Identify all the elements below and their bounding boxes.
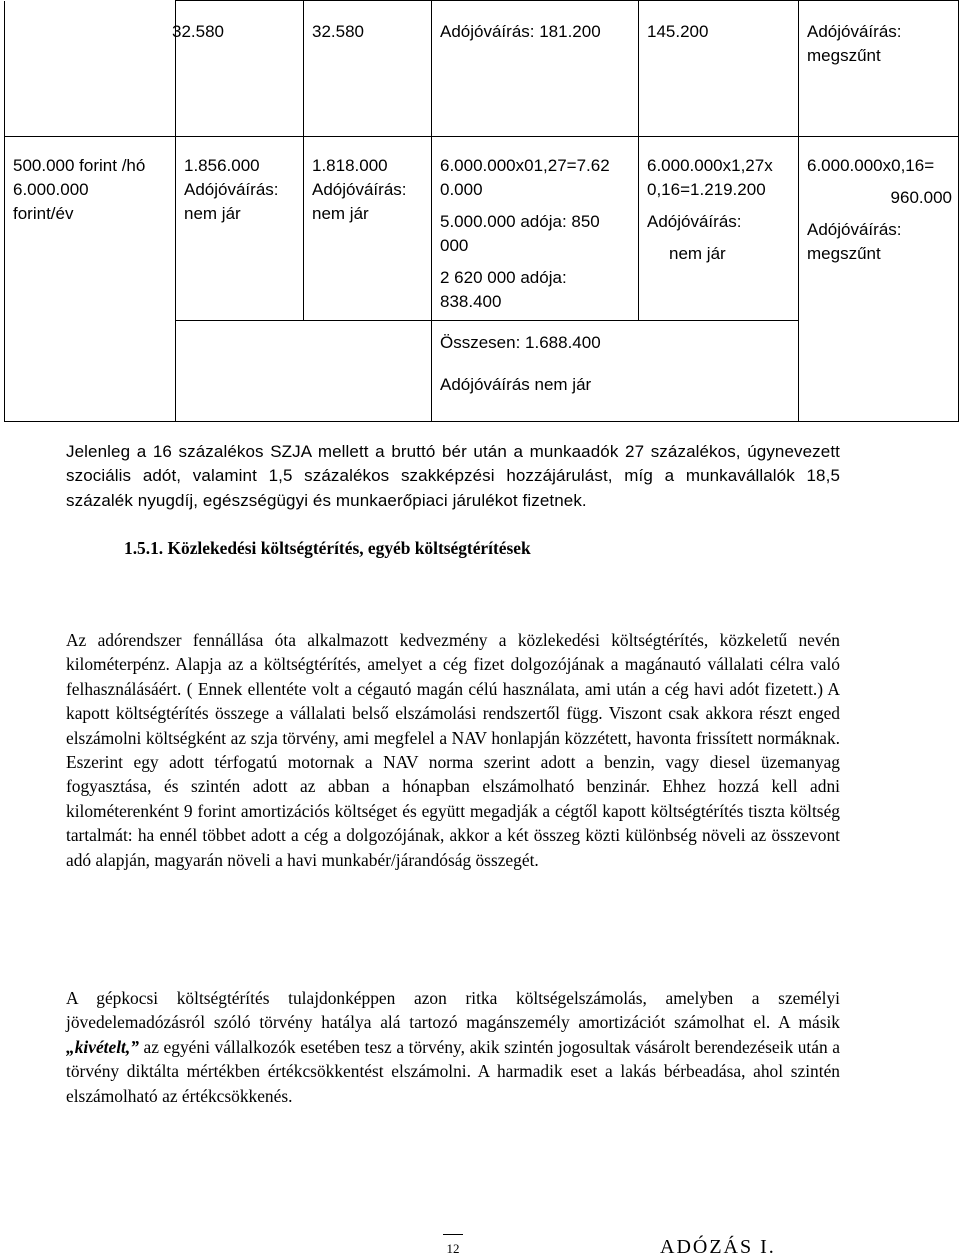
footer-title: ADÓZÁS I. — [660, 1236, 776, 1258]
cell-value: Adójóváírás: 181.200 — [440, 22, 601, 41]
emphasis-text: „kivételt,” — [66, 1036, 139, 1057]
page-number: 12 — [443, 1234, 463, 1257]
cell-line: Adójóváírás: — [807, 220, 902, 239]
cell-line: Adójóváírás: — [184, 180, 279, 199]
cell-line: 0,16=1.219.200 — [647, 180, 766, 199]
paragraph-kozlekedesi: Az adórendszer fennállása óta alkalmazott kedvezmény a közlekedési költségtérítés, közkeletű nevén kilométerpénz. Alapja az a költségtérítés, amelyet a cég fizet dolgozójának a magánautó vállalati célra való felhasználásáért. ( Ennek ellentéte volt a cégautó magán célú használata, ami után a cég havi adót fizetett.) A kapott költségtérítés összege a vállalati belső elszámolási rendszertől függ. Viszont csak akkora részt enged elszámolni költségként az szja törvény, ami megfelel a NAV honlapján közzétett, havonta frissített normáknak. Eszerint egy adott térfogatú motornak a NAV norma szerint adott a benzin, vagy diesel üzemanyag fogyasztása, és szintén adott az abban a hónapban elszámolható benzinár. Ehhez hozzá kell adni kilométerenként 9 forint amortizációs költséget és együtt megadják a cégtől kapott költségtérítés tiszta költség tartalmát: ha ennél többet adott a cég a dolgozójának, akkor a két összeg közti különbség növeli az összevont adó alapján, magyarán növeli a havi munkabér/járandóság összegét. — [66, 630, 840, 870]
cell-value: 32.580 — [172, 22, 224, 41]
table-cell-empty — [5, 1, 176, 137]
table-cell — [799, 1, 959, 137]
cell-line: 960.000 — [890, 188, 952, 207]
cell-line: 6.000.000x01,27=7.62 — [440, 156, 610, 175]
paragraph-text: az egyéni vállalkozók esetében tesz a törvény, akik szintén jogosultak vásárolt berendezéseik után a törvény diktálta mértékben értékcsökkentést elszámolni. A harmadik eset a lakás bérbeadása, ahol szintén elszámolható az értékcsökkenés. — [66, 1036, 840, 1106]
table-cell — [176, 137, 304, 321]
cell-line: 0.000 — [440, 180, 483, 199]
paragraph-gepkocsi — [66, 986, 840, 1108]
cell-line: nem jár — [312, 204, 369, 223]
table-cell-empty — [176, 321, 432, 422]
cell-line: 500.000 forint /hó — [13, 156, 146, 175]
table-cell — [304, 137, 432, 321]
paragraph-jelenleg: Jelenleg a 16 százalékos SZJA mellett a bruttó bér után a munkaadók 27 százalékos, úgynevezett szociális adót, valamint 1,5 százalékos szakképzési hozzájárulást, míg a munkavállalók 18,5 százalék nyugdíj, egészségügyi és munkaerőpiaci járulékot fizetnek. — [66, 442, 840, 510]
paragraph-text: A gépkocsi költségtérítés tulajdonképpen azon ritka költségelszámolás, amelyben a személyi jövedelemadózásról szóló törvény hatálya alá tartozó magánszemély amortizációt számolhat el. A másik — [66, 988, 840, 1033]
tax-comparison-table — [4, 0, 959, 422]
table-row — [5, 1, 959, 137]
cell-line: 6.000.000 — [13, 180, 89, 199]
section-heading: 1.5.1. Közlekedési költségtérítés, egyéb költségtérítések — [124, 538, 531, 558]
table-cell — [432, 1, 639, 137]
cell-line: 5.000.000 adója: 850 — [440, 212, 600, 231]
summary-cell — [432, 321, 799, 422]
summary-total: Összesen: 1.688.400 — [440, 333, 601, 352]
cell-line: Adójóváírás: — [312, 180, 407, 199]
cell-line: forint/év — [13, 204, 74, 223]
table-cell — [432, 137, 639, 321]
cell-line: 6.000.000x1,27x — [647, 156, 773, 175]
table-cell — [639, 137, 799, 321]
cell-line: 6.000.000x0,16= — [807, 156, 935, 175]
cell-value: 32.580 — [312, 22, 364, 41]
cell-line: nem jár — [184, 204, 241, 223]
cell-line: 2 620 000 adója: — [440, 268, 567, 287]
cell-line: 000 — [440, 236, 469, 255]
table-cell — [799, 137, 959, 422]
table-cell — [639, 1, 799, 137]
table-row — [5, 137, 959, 321]
cell-line: megszűnt — [807, 244, 881, 263]
table-cell — [172, 1, 304, 137]
cell-line: 1.856.000 — [184, 156, 260, 175]
cell-line: nem jár — [669, 244, 726, 263]
cell-line: 1.818.000 — [312, 156, 388, 175]
table-cell — [304, 1, 432, 137]
summary-note: Adójóváírás nem jár — [440, 375, 592, 394]
cell-line: Adójóváírás: — [647, 212, 742, 231]
cell-value: 145.200 — [647, 22, 709, 41]
cell-value: Adójóváírás: megszűnt — [807, 22, 902, 65]
table-cell — [5, 137, 176, 422]
cell-line: 838.400 — [440, 292, 502, 311]
